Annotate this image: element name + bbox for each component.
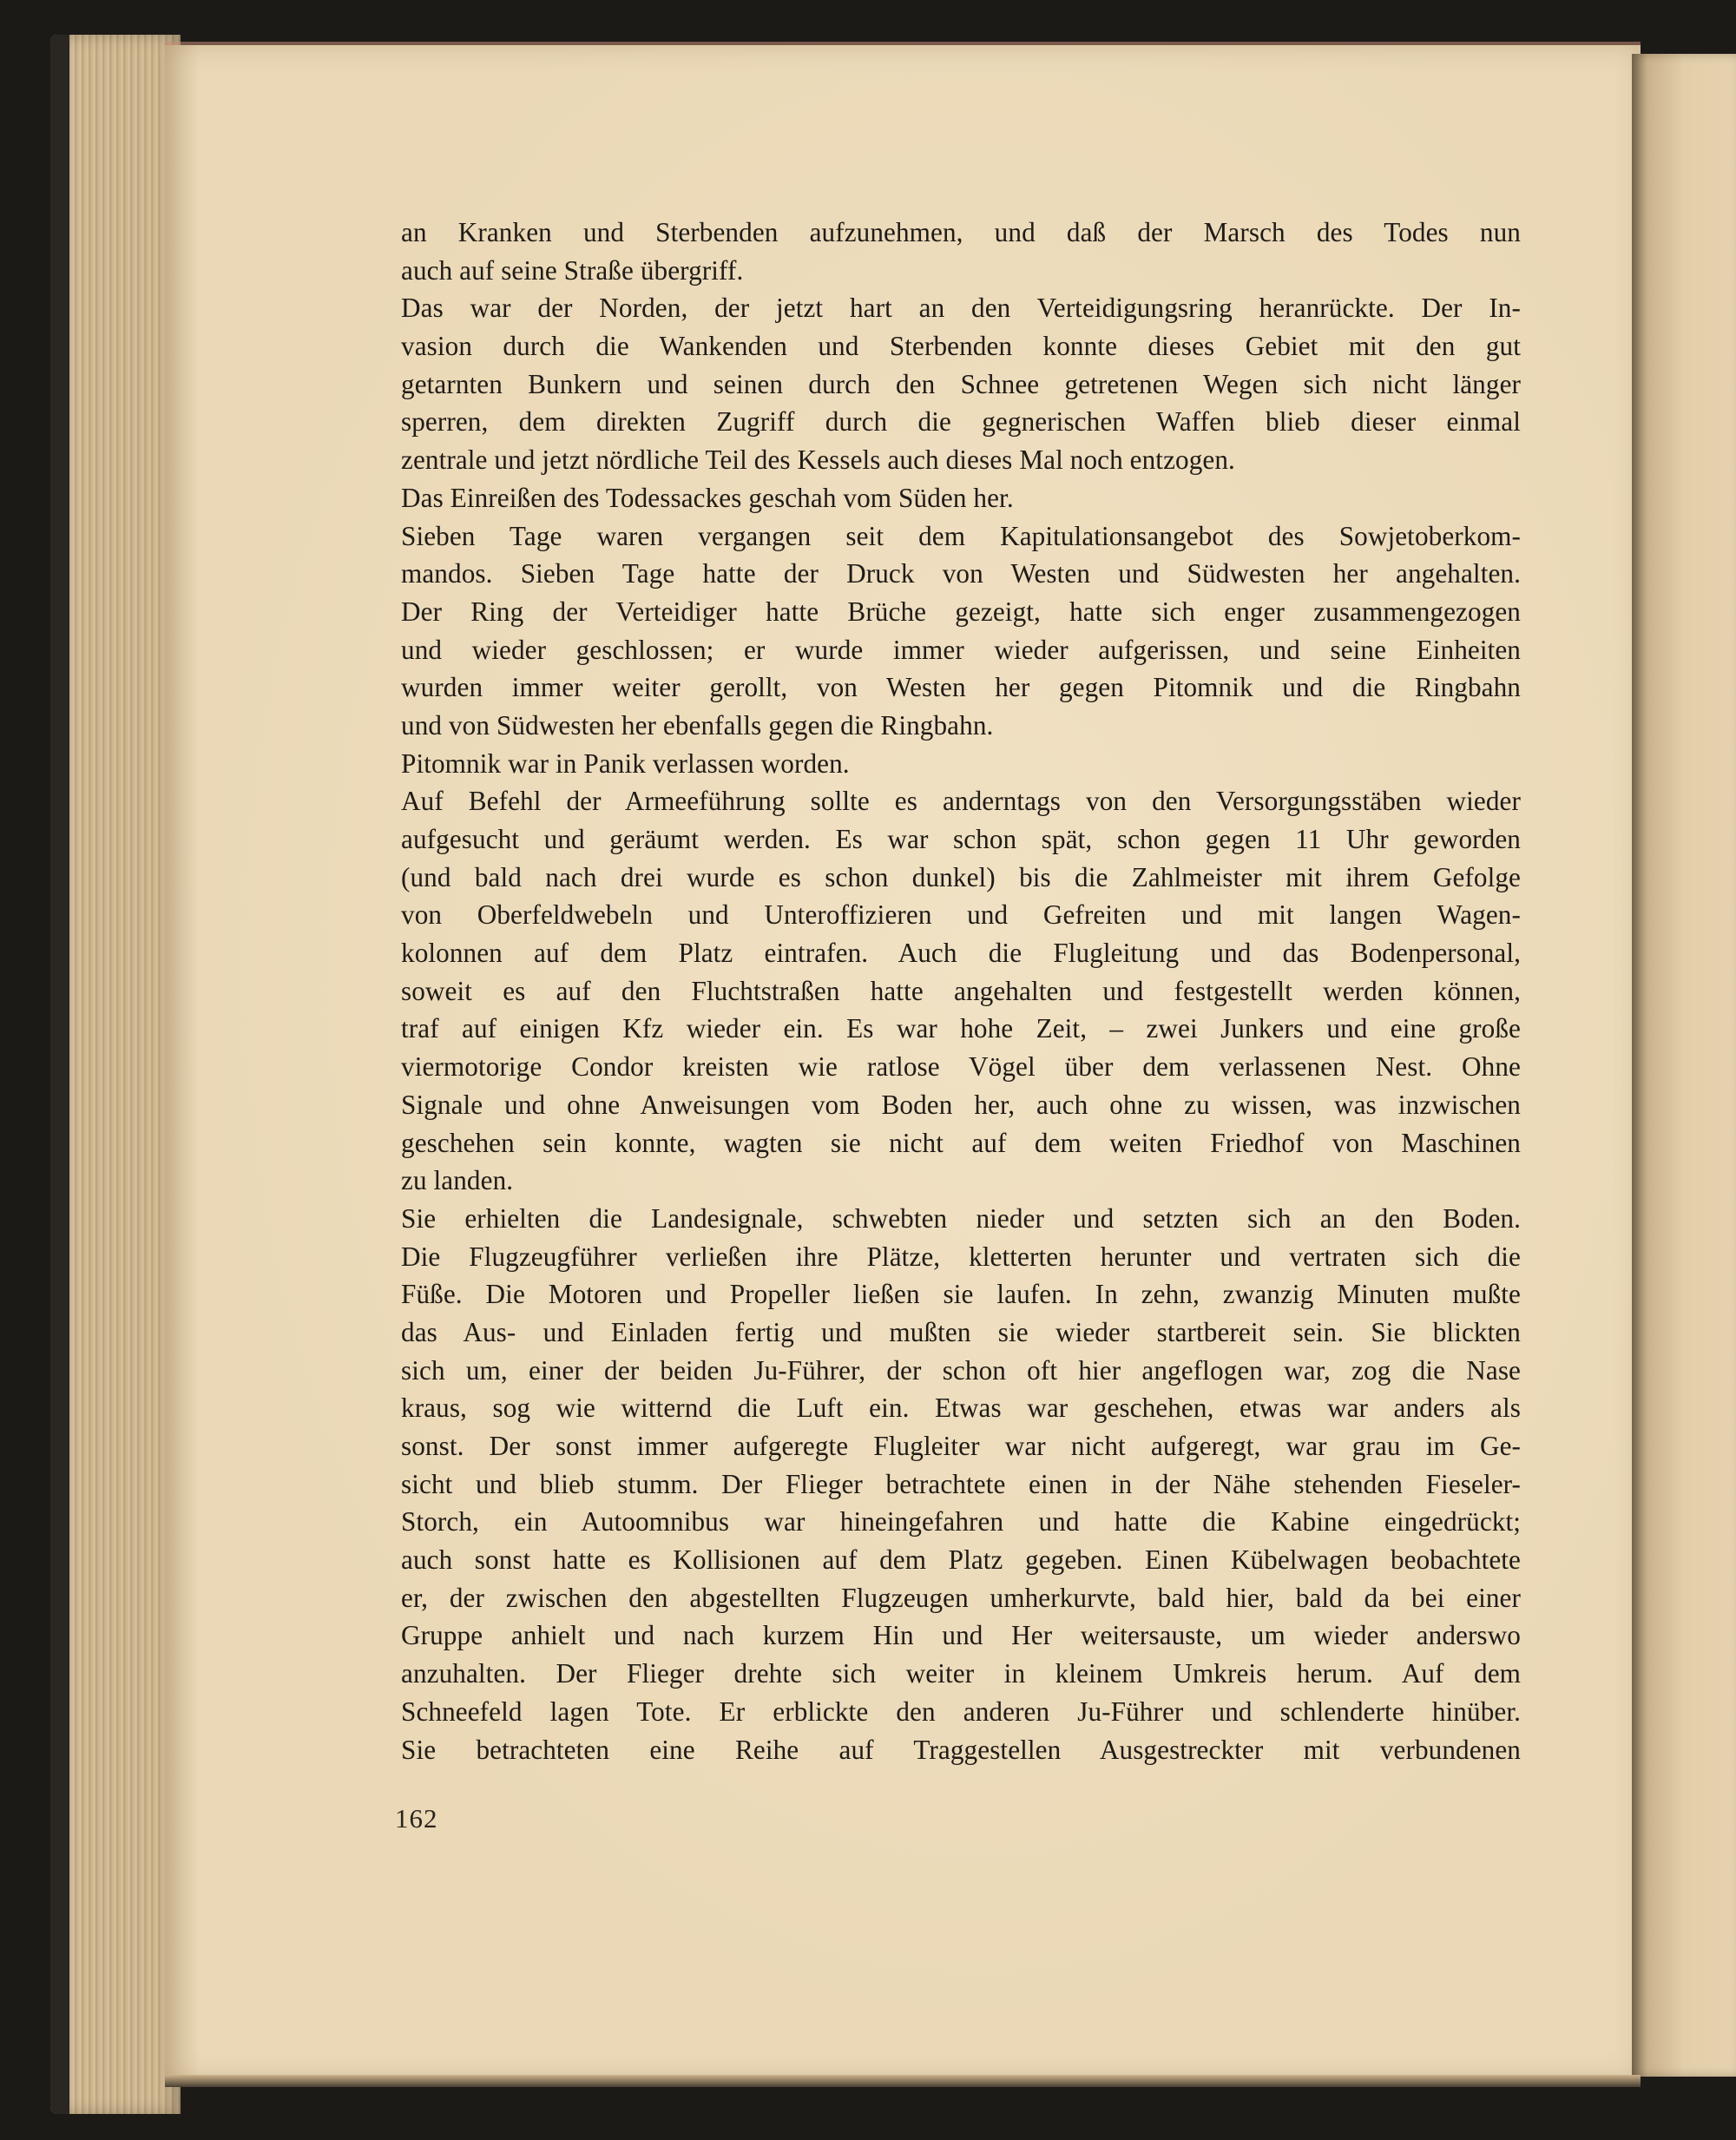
- text-line: (und bald nach drei wurde es schon dunkel) bis die Zahlmeister mit ihrem Gefolge: [401, 861, 1521, 892]
- text-line: und wieder geschlossen; er wurde immer wieder aufgerissen, und seine Einheiten: [401, 634, 1521, 665]
- text-line: Das Einreißen des Todessackes geschah vom Süden her.: [401, 482, 1014, 513]
- text-line: Sieben Tage waren vergangen seit dem Kapitulationsangebot des Sowjetoberkom-: [401, 520, 1521, 551]
- text-line: wurden immer weiter gerollt, von Westen her gegen Pitomnik und die Ringbahn: [401, 672, 1521, 703]
- text-line: zu landen.: [401, 1165, 514, 1196]
- page-number: 162: [395, 1803, 438, 1834]
- text-line: vasion durch die Wankenden und Sterbenden konnte dieses Gebiet mit den gut: [401, 331, 1521, 362]
- text-line: Auf Befehl der Armeeführung sollte es anderntags von den Versorgungsstäben wieder: [401, 786, 1521, 817]
- text-line: von Oberfeldwebeln und Unteroffizieren und Gefreiten und mit langen Wagen-: [401, 899, 1521, 931]
- text-line: sonst. Der sonst immer aufgeregte Flugleiter war nicht aufgeregt, war grau im Ge-: [401, 1431, 1521, 1461]
- text-line: Das war der Norden, der jetzt hart an den Verteidigungsring heranrückte. Der In-: [401, 293, 1521, 324]
- text-line: anzuhalten. Der Flieger drehte sich weiter in kleinem Umkreis herum. Auf dem: [401, 1658, 1521, 1689]
- text-line: kraus, sog wie witternd die Luft ein. Etwas war geschehen, etwas war anders als: [401, 1393, 1521, 1424]
- text-line: auch sonst hatte es Kollisionen auf dem Platz gegeben. Einen Kübelwagen beobachtete: [401, 1544, 1521, 1576]
- text-line: das Aus- und Einladen fertig und mußten sie wieder startbereit sein. Sie blickten: [401, 1316, 1521, 1347]
- text-line: und von Südwesten her ebenfalls gegen die Ringbahn.: [401, 709, 994, 741]
- next-page-edge: [1632, 54, 1736, 2077]
- text-line: Gruppe anhielt und nach kurzem Hin und Her weitersauste, um wieder anderswo: [401, 1620, 1521, 1651]
- text-line: Sie betrachteten eine Reihe auf Traggestellen Ausgestreckter mit verbundenen: [401, 1734, 1521, 1765]
- text-line: Sie erhielten die Landesignale, schwebten nieder und setzten sich an den Boden.: [401, 1202, 1521, 1234]
- text-line: Füße. Die Motoren und Propeller ließen sie laufen. In zehn, zwanzig Minuten mußte: [401, 1279, 1521, 1310]
- text-line: traf auf einigen Kfz wieder ein. Es war hohe Zeit, – zwei Junkers und eine große: [401, 1013, 1521, 1044]
- text-line: er, der zwischen den abgestellten Flugzeugen umherkurvte, bald hier, bald da bei einer: [401, 1582, 1521, 1613]
- text-line: sich um, einer der beiden Ju-Führer, der schon oft hier angeflogen war, zog die Nase: [401, 1354, 1521, 1386]
- text-line: soweit es auf den Fluchtstraßen hatte angehalten und festgestellt werden können,: [401, 975, 1521, 1006]
- text-line: an Kranken und Sterbenden aufzunehmen, und daß der Marsch des Todes nun: [401, 217, 1521, 247]
- text-line: Pitomnik war in Panik verlassen worden.: [401, 747, 850, 779]
- text-line: Schneefeld lagen Tote. Er erblickte den anderen Ju-Führer und schlenderte hinüber.: [401, 1696, 1521, 1727]
- text-line: auch auf seine Straße übergriff.: [401, 254, 744, 286]
- text-line: Signale und ohne Anweisungen vom Boden her, auch ohne zu wissen, was inzwischen: [401, 1089, 1521, 1120]
- body-text: [401, 214, 1521, 1768]
- text-line: sicht und blieb stumm. Der Flieger betrachtete einen in der Nähe stehenden Fieseler-: [401, 1468, 1521, 1499]
- book-page-edges: [50, 35, 181, 2114]
- text-line: Die Flugzeugführer verließen ihre Plätze, kletterten herunter und vertraten sich die: [401, 1241, 1521, 1272]
- text-line: getarnten Bunkern und seinen durch den Schnee getretenen Wegen sich nicht länger: [401, 368, 1521, 399]
- text-line: kolonnen auf dem Platz eintrafen. Auch die Flugleitung und das Bodenpersonal,: [401, 938, 1521, 969]
- text-line: geschehen sein konnte, wagten sie nicht auf dem weiten Friedhof von Maschinen: [401, 1127, 1521, 1158]
- text-line: viermotorige Condor kreisten wie ratlose Vögel über dem verlassenen Nest. Ohne: [401, 1051, 1521, 1083]
- text-line: mandos. Sieben Tage hatte der Druck von Westen und Südwesten her angehalten.: [401, 558, 1521, 589]
- text-line: Der Ring der Verteidiger hatte Brüche gezeigt, hatte sich enger zusammengezogen: [401, 596, 1521, 627]
- text-line: aufgesucht und geräumt werden. Es war schon spät, schon gegen 11 Uhr geworden: [401, 824, 1521, 854]
- text-line: Storch, ein Autoomnibus war hineingefahren und hatte die Kabine eingedrückt;: [401, 1506, 1521, 1538]
- text-line: sperren, dem direkten Zugriff durch die gegnerischen Waffen blieb dieser einmal: [401, 406, 1521, 438]
- book-bottom-edge: [165, 2075, 1641, 2087]
- text-line: zentrale und jetzt nördliche Teil des Kessels auch dieses Mal noch entzogen.: [401, 444, 1235, 476]
